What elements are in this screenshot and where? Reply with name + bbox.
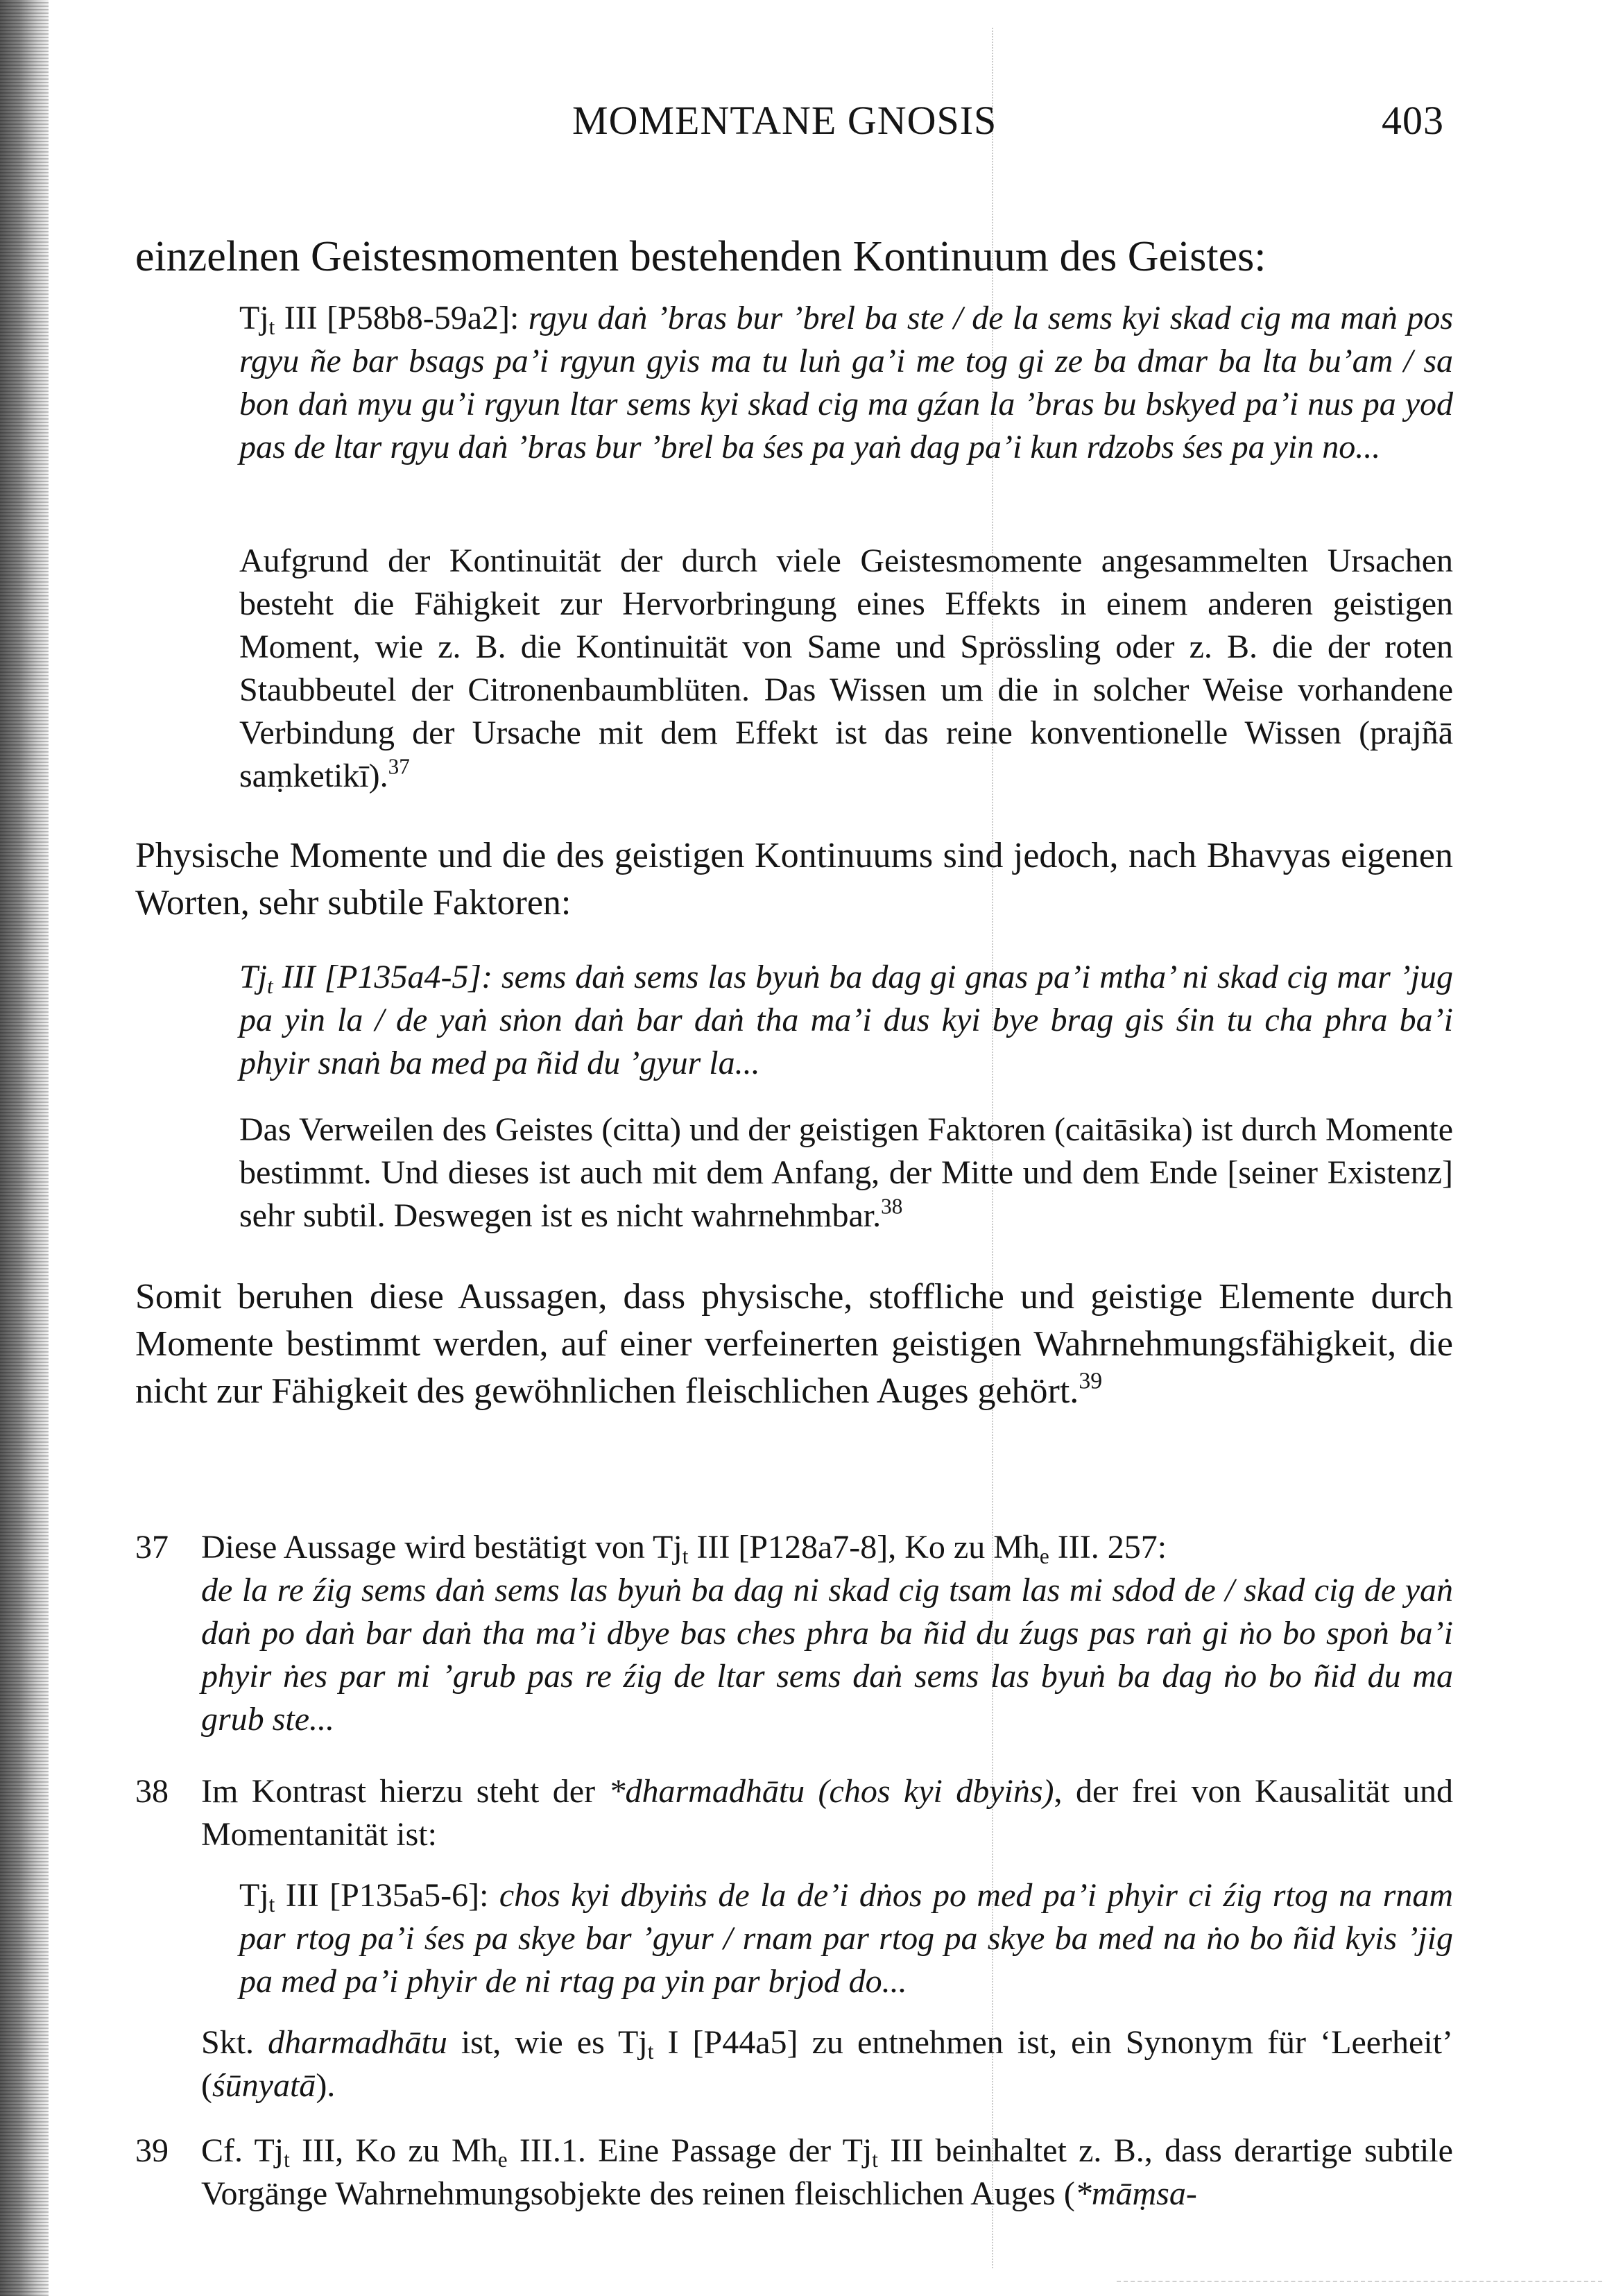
- quote1-source: $Tj_t$ III [P58b8-59a2]:: [239, 300, 529, 339]
- page-number: 403: [1382, 98, 1444, 143]
- translation-2: [239, 1108, 1453, 1237]
- footnote-number: 39: [135, 2132, 169, 2169]
- continuation-line: einzelnen Geistesmomenten bestehenden Kontinuum des Geistes:: [135, 233, 1266, 280]
- footnote-quote: $Tj_t$ III [P135a5-6]: chos kyi dbyiṅs de la de’i dṅos po med pa’i phyir ci źig rtog na rnam par rtog pa’i śes pa skye bar ’gyur / rnam par rtog pa skye ba med na ṅo bo ñid kyis ’jig pa med pa’i phyir de ni rtag pa yin par brjod do...: [239, 1877, 1453, 2000]
- footnote-lead: Im Kontrast hierzu steht der *dharmadhātu (chos kyi dbyiṅs), der frei von Kausalität und Momentanität ist:: [201, 1773, 1454, 1853]
- translation2-text: Das Verweilen des Geistes (citta) und der geistigen Faktoren (caitāsika) ist durch Momente bestimmt. Und dieses ist auch mit dem Anfang, der Mitte und dem Ende [seiner Existenz] sehr subtil. Deswegen ist es nicht wahrnehmbar.: [239, 1111, 1453, 1234]
- running-title: MOMENTANE GNOSIS: [572, 98, 997, 143]
- quote-tibetan-1: [239, 297, 1453, 469]
- footnote-number: 38: [135, 1773, 169, 1810]
- paragraph-somit-text: Somit beruhen diese Aussagen, dass physische, stoffliche und geistige Elemente durch Momente bestimmt werden, auf einer verfeinerten geistigen Wahrnehmungsfähigkeit, die nicht zur Fähigkeit des gewöhnlichen fleischlichen Auges gehört.: [135, 1277, 1453, 1411]
- footnote-39: [135, 2130, 1453, 2216]
- footnote-ref-39: 39: [1079, 1368, 1103, 1394]
- scan-binding-edge: [0, 0, 49, 2296]
- quote-tibetan-2: [239, 956, 1453, 1085]
- footnote-ref-38: 38: [881, 1194, 903, 1219]
- footnote-ref-37: 37: [388, 754, 410, 779]
- footnote-tibetan-quote: de la re źig sems daṅ sems las byuṅ ba dag ni skad cig tsam las mi sdod de / skad cig de yaṅ daṅ po daṅ bar daṅ tha ma’i dbye bas ches phra ba ñid du źugs pas raṅ gi ṅo bo spoṅ ba’i phyir ṅes par mi ’grub pas re źig de ltar sems daṅ sems las byuṅ ba dag ṅo bo ñid du ma grub ste...: [201, 1572, 1453, 1738]
- quote1-tibetan-text: rgyu daṅ ’bras bur ’brel ba ste / de la sems kyi skad cig ma maṅ pos rgyu ñe bar bsags pa’i rgyun gyis ma tu luṅ ga’i me tog gi ze ba dmar ba lta bu’am / sa bon daṅ myu gu’i rgyun ltar sems kyi skad cig ma gźan la ’bras bu bskyed pa’i nus pa yod pas de ltar rgyu daṅ ’bras bur ’brel ba śes pa yaṅ dag pa’i kun rdzobs śes pa yin no...: [239, 300, 1453, 465]
- footnote-lead: Diese Aussage wird bestätigt von $Tj_t$ III [P128a7-8], Ko zu $Mh_e$ III. 257:: [201, 1529, 1167, 1568]
- translation-1: [239, 540, 1453, 798]
- scan-bottom-rule: [1117, 2281, 1602, 2282]
- running-header: [0, 97, 1623, 153]
- footnote-lead: Cf. $Tj_t$ III, Ko zu $Mh_e$ III.1. Eine Passage der $Tj_t$ III beinhaltet z. B., dass derartige subtile Vorgänge Wahrnehmungsobjekte des reinen fleischlichen Auges (*māṃsa-: [201, 2132, 1453, 2212]
- quote2-tibetan-text: sems daṅ sems las byuṅ ba dag gi gnas pa’i mtha’ ni skad cig mar ’jug pa yin la / de yaṅ sṅon daṅ bar daṅ tha ma’i dus kyi bye brag gis śin tu cha phra ba’i phyir snaṅ ba med pa ñid du ’gyur la...: [239, 959, 1453, 1081]
- paragraph-somit: [135, 1274, 1453, 1415]
- translation1-text: Aufgrund der Kontinuität der durch viele Geistesmomente angesammelten Ursachen besteht die Fähigkeit zur Hervorbringung eines Effekts in einem anderen geistigen Moment, wie z. B. die Kontinuität von Same und Sprössling oder z. B. die der roten Staubbeutel der Citronenbaumblüten. Das Wissen um die in solcher Weise vorhandene Verbindung der Ursache mit dem Effekt ist das reine konventionelle Wissen (prajñā saṃketikī).: [239, 542, 1453, 794]
- footnote-37: [135, 1526, 1453, 1741]
- footnote-number: 37: [135, 1529, 169, 1566]
- paragraph-physische-momente: Physische Momente und die des geistigen Kontinuums sind jedoch, nach Bhavyas eigenen Worten, sehr subtile Faktoren:: [135, 836, 1453, 923]
- footnote-sanskrit-note: Skt. dharmadhātu ist, wie es $Tj_t$ I [P44a5] zu entnehmen ist, ein Synonym für ‘Leerheit’ (śūnyatā).: [201, 2024, 1453, 2104]
- quote2-source: $Tj_t$ III [P135a4-5]:: [239, 959, 501, 998]
- footnote-38: [135, 1770, 1453, 2107]
